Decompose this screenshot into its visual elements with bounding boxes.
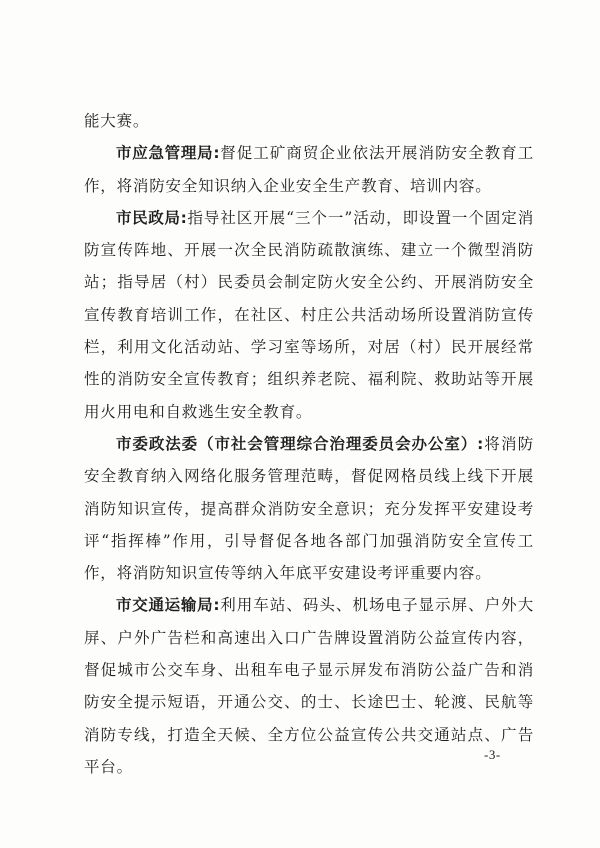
paragraph-body: 督促工矿商贸企业依法开展消防安全教育工作，将消防安全知识纳入企业安全生产教育、培训内容。	[84, 144, 534, 195]
paragraph-body: 指导社区开展“三个一”活动，即设置一个固定消防宣传阵地、开展一次全民消防疏散演练、建立一个微型消防站；指导居（村）民委员会制定防火安全公约、开展消防安全宣传教育培训工作，在社区、村庄公共活动场所设置消防宣传栏，利用文化活动站、学习室等场所，对居（村）民开展经常性的消防安全宣传教育；组织养老院、福利院、救助站等开展用火用电和自救逃生安全教育。	[84, 208, 534, 421]
paragraph-political-legal	[84, 428, 534, 589]
dept-heading-emergency-management: 市应急管理局:	[116, 144, 221, 163]
paragraph-transport	[84, 589, 534, 783]
continuation-paragraph: 能大赛。	[84, 112, 150, 130]
page-number: -3-	[484, 747, 501, 762]
body-text	[84, 105, 534, 783]
paragraph-body: 利用车站、码头、机场电子显示屏、户外大屏、户外广告栏和高速出入口广告牌设置消防公益宣传内容，督促城市公交车身、出租车电子显示屏发布消防公益广告和消防安全提示短语，开通公交、的士、长途巴士、轮渡、民航等消防专线，打造全天候、全方位公益宣传公共交通站点、广告平台。	[84, 596, 534, 776]
paragraph-emergency-management	[84, 137, 534, 202]
paragraph-body: 将消防安全教育纳入网络化服务管理范畴，督促网格员线上线下开展消防知识宣传，提高群众消防安全意识；充分发挥平安建设考评“指挥棒”作用，引导督促各地各部门加强消防安全宣传工作，将消防知识宣传等纳入年底平安建设考评重要内容。	[84, 434, 535, 583]
dept-heading-political-legal: 市委政法委（市社会管理综合治理委员会办公室）:	[116, 434, 484, 453]
dept-heading-transport: 市交通运输局:	[116, 596, 221, 615]
paragraph-civil-affairs	[84, 202, 534, 428]
dept-heading-civil-affairs: 市民政局:	[116, 208, 188, 227]
